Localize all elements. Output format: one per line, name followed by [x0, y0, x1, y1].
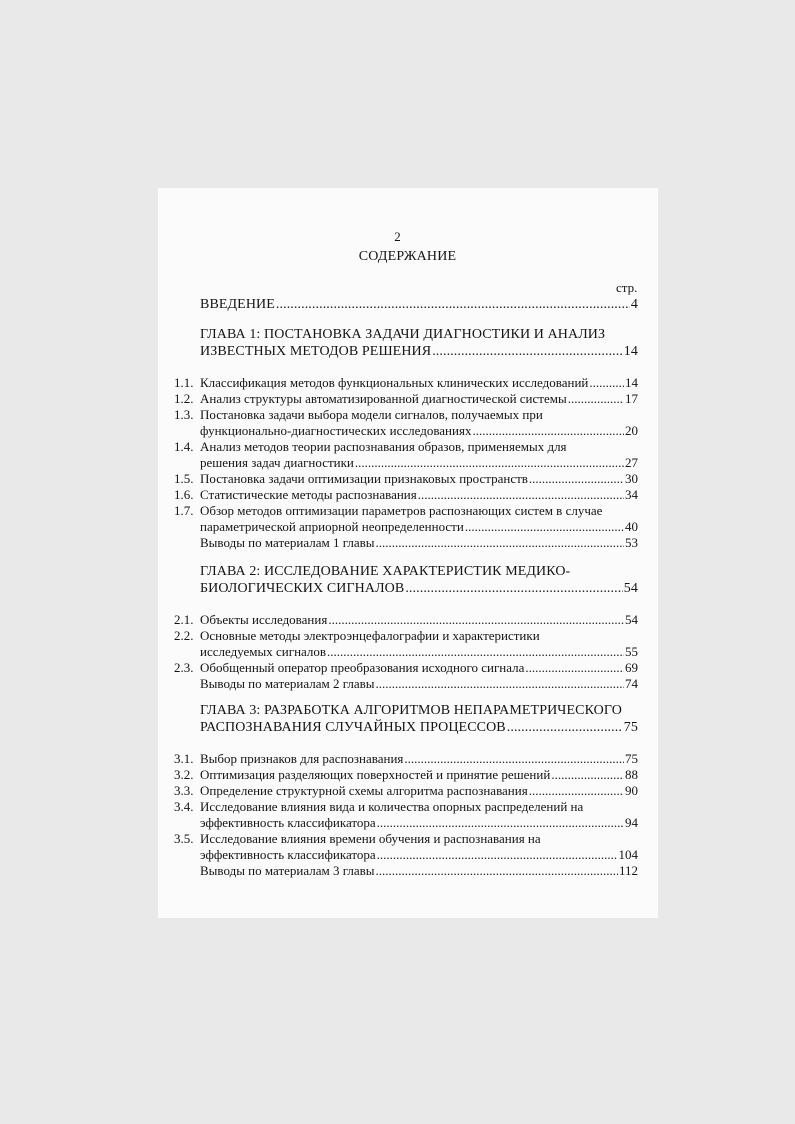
toc-item-2-3: 2.3. Обобщенный оператор преобразования исходного сигнала ..... 69	[174, 660, 638, 676]
toc-item-1-1: 1.1. Классификация методов функциональных клинических исследований ..... 14	[174, 375, 638, 391]
toc-item-1-4: 1.4. Анализ методов теории распознавания образов, применяемых для	[174, 439, 567, 454]
page-column-label: стр.	[616, 280, 638, 295]
toc-chapter-2-title-cont: БИОЛОГИЧЕСКИХ СИГНАЛОВ ..... 54	[200, 581, 638, 597]
toc-entry-page: 14	[623, 344, 638, 359]
toc-chapter-1-title-cont: ИЗВЕСТНЫХ МЕТОДОВ РЕШЕНИЯ ..... 14	[200, 344, 638, 360]
toc-item-2-2: 2.2. Основные методы электроэнцефалографии и характеристики	[174, 628, 540, 643]
toc-item-1-3: 1.3. Постановка задачи выбора модели сигналов, получаемых при	[174, 407, 543, 422]
toc-chapter-3-title: ГЛАВА 3: РАЗРАБОТКА АЛГОРИТМОВ НЕПАРАМЕТРИЧЕСКОГО	[200, 703, 622, 718]
toc-item-1-3-cont: функционально-диагностических исследованиях ..... 20	[174, 423, 638, 439]
toc-item-2-1: 2.1. Объекты исследования ..... 54	[174, 612, 638, 628]
toc-chapter-3-title-cont: РАСПОЗНАВАНИЯ СЛУЧАЙНЫХ ПРОЦЕССОВ ..... 75	[200, 720, 638, 736]
toc-item-3-5: 3.5. Исследование влияния времени обучения и распознавания на	[174, 831, 541, 846]
toc-item-3-4-cont: эффективность классификатора ..... 94	[174, 815, 638, 831]
toc-entry-text: ВВЕДЕНИЕ	[200, 297, 275, 312]
toc-item-1-4-cont: решения задач диагностики ..... 27	[174, 455, 638, 471]
toc-item-3-3: 3.3. Определение структурной схемы алгоритма распознавания ..... 90	[174, 783, 638, 799]
page-number: 2	[394, 229, 401, 244]
toc-chapter-1-title: ГЛАВА 1: ПОСТАНОВКА ЗАДАЧИ ДИАГНОСТИКИ И АНАЛИЗ	[200, 327, 606, 342]
toc-item-1-7: 1.7. Обзор методов оптимизации параметров распознающих систем в случае	[174, 503, 603, 518]
page-title: СОДЕРЖАНИЕ	[358, 249, 457, 264]
toc-item-3-2: 3.2. Оптимизация разделяющих поверхностей и принятие решений ..... 88	[174, 767, 638, 783]
toc-entry-page: 4	[630, 297, 638, 312]
toc-item-3-1: 3.1. Выбор признаков для распознавания ..... 75	[174, 751, 638, 767]
toc-chapter-2-title: ГЛАВА 2: ИССЛЕДОВАНИЕ ХАРАКТЕРИСТИК МЕДИКО-	[200, 564, 571, 579]
toc-item-2-2-cont: исследуемых сигналов ..... 55	[174, 644, 638, 660]
toc-conclusion-2: Выводы по материалам 2 главы ..... 74	[174, 676, 638, 692]
toc-item-3-4: 3.4. Исследование влияния вида и количества опорных распределений на	[174, 799, 584, 814]
toc-entry-page: 75	[623, 720, 638, 735]
toc-conclusion-3: Выводы по материалам 3 главы ..... 112	[174, 863, 638, 879]
toc-item-3-5-cont: эффективность классификатора ..... 104	[174, 847, 638, 863]
toc-item-1-2: 1.2. Анализ структуры автоматизированной диагностической системы ..... 17	[174, 391, 638, 407]
toc-intro	[200, 297, 638, 313]
toc-item-1-5: 1.5. Постановка задачи оптимизации признаковых пространств ..... 30	[174, 471, 638, 487]
toc-item-1-6: 1.6. Статистические методы распознавания ..... 34	[174, 487, 638, 503]
toc-conclusion-1: Выводы по материалам 1 главы ..... 53	[174, 535, 638, 551]
toc-entry-page: 54	[623, 581, 638, 596]
toc-item-1-7-cont: параметрической априорной неопределенности ..... 40	[174, 519, 638, 535]
